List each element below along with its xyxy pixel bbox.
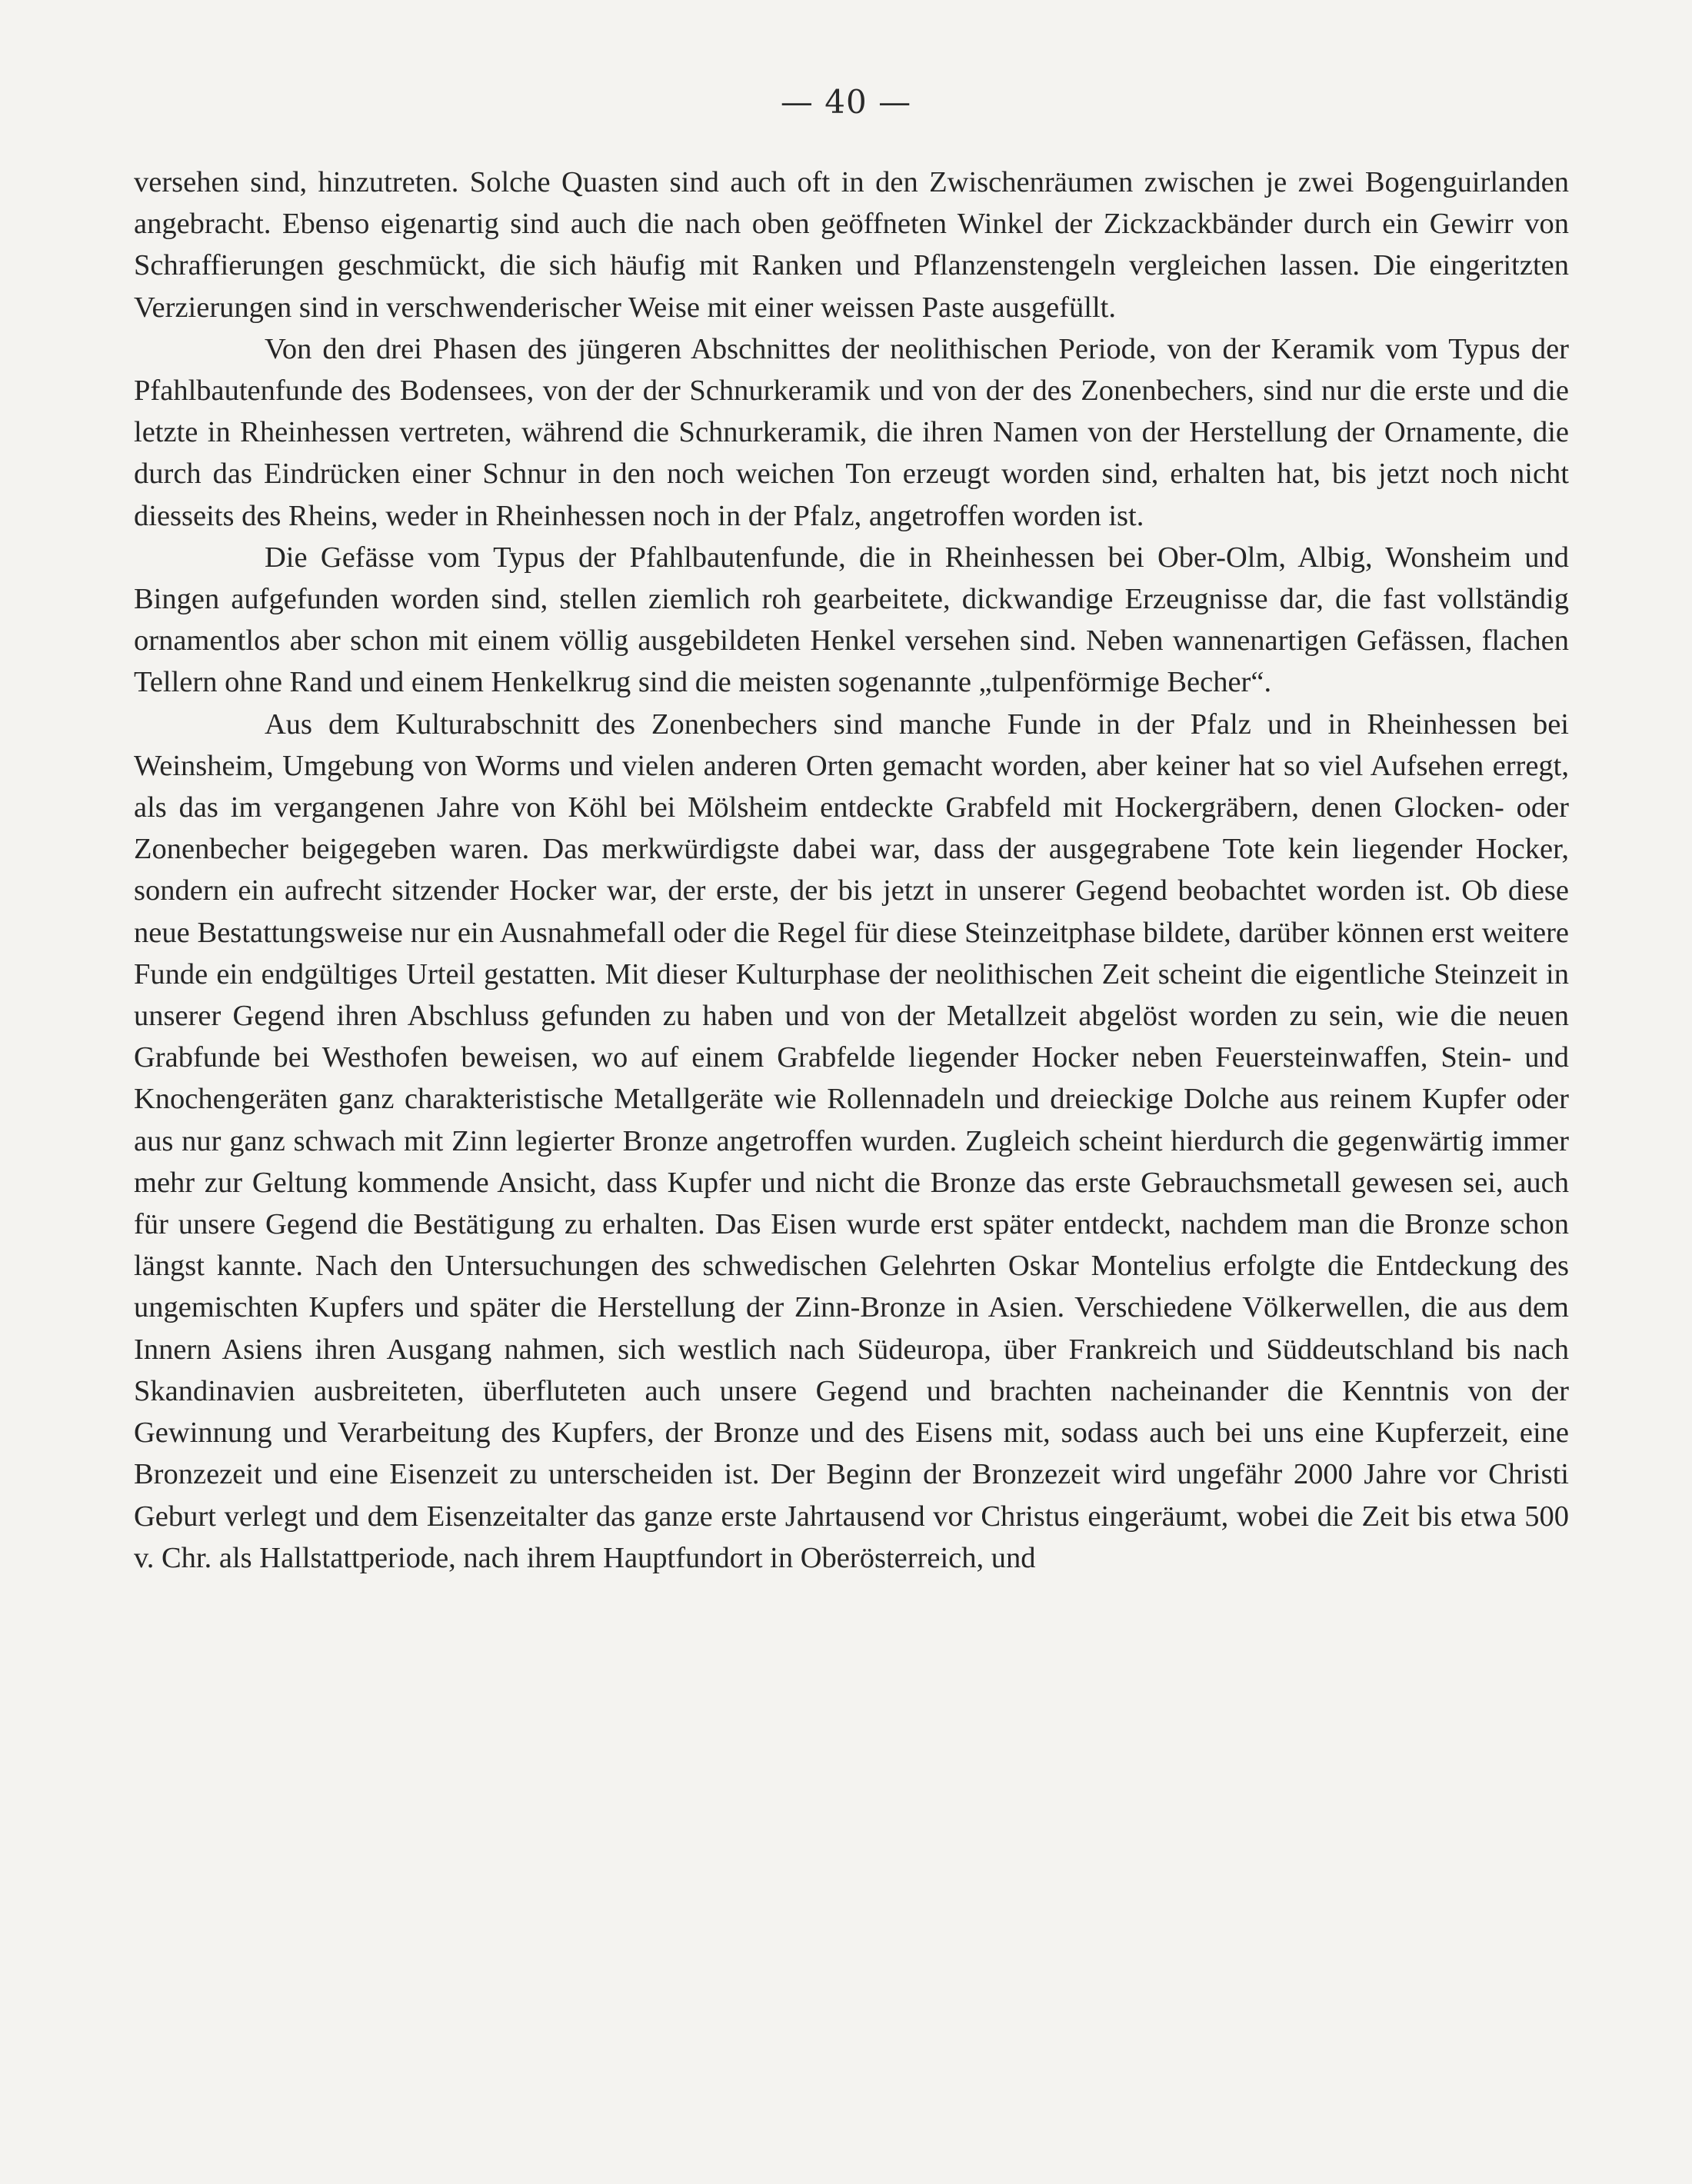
page-number: — 40 —: [780, 83, 912, 121]
paragraph-continuation: versehen sind, hinzutreten. Solche Quasten sind auch oft in den Zwischenräumen zwischen je zwei Bogenguirlanden angebracht. Ebenso eigenartig sind auch die nach oben geöffneten Winkel der Zickzackbänder durch ein Gewirr von Schraffierungen geschmückt, die sich häufig mit Ranken und Pflanzenstengeln vergleichen lassen. Die eingeritzten Verzierungen sind in verschwenderischer Weise mit einer weissen Paste ausgefüllt.: [134, 166, 1569, 324]
paragraph-zonenbecher-metal-age: Aus dem Kulturabschnitt des Zonenbechers sind manche Funde in der Pfalz und in Rheinhessen bei Weinsheim, Umgebung von Worms und vielen anderen Orten gemacht worden, aber keiner hat so viel Aufsehen erregt, als das im vergangenen Jahre von Köhl bei Mölsheim entdeckte Grabfeld mit Hockergräbern, denen Glocken- oder Zonenbecher beigegeben waren. Das merkwürdigste dabei war, dass der ausgegrabene Tote kein liegender Hocker, sondern ein aufrecht sitzender Hocker war, der erste, der bis jetzt in unserer Gegend beobachtet worden ist. Ob diese neue Bestattungsweise nur ein Ausnahmefall oder die Regel für diese Steinzeitphase bildete, darüber können erst weitere Funde ein endgültiges Urteil gestatten. Mit dieser Kulturphase der neolithischen Zeit scheint die eigentliche Steinzeit in unserer Gegend ihren Abschluss gefunden zu haben und von der Metallzeit abgelöst worden zu sein, wie die neuen Grabfunde bei Westhofen beweisen, wo auf einem Grabfelde liegender Hocker neben Feuersteinwaffen, Stein- und Knochengeräten ganz charakteristische Metallgeräte wie Rollennadeln und dreieckige Dolche aus reinem Kupfer oder aus nur ganz schwach mit Zinn legierter Bronze angetroffen wurden. Zugleich scheint hierdurch die gegenwärtig immer mehr zur Geltung kommende Ansicht, dass Kupfer und nicht die Bronze das erste Gebrauchsmetall gewesen sei, auch für unsere Gegend die Bestätigung zu erhalten. Das Eisen wurde erst später entdeckt, nachdem man die Bronze schon längst kannte. Nach den Untersuchungen des schwedischen Gelehrten Oskar Montelius erfolgte die Entdeckung des ungemischten Kupfers und später die Herstellung der Zinn-Bronze in Asien. Verschiedene Völkerwellen, die aus dem Innern Asiens ihren Ausgang nahmen, sich westlich nach Südeuropa, über Frankreich und Süddeutschland bis nach Skandinavien ausbreiteten, überfluteten auch unsere Gegend und brachten nacheinander die Kenntnis von der Gewinnung und Verarbeitung des Kupfers, der Bronze und des Eisens mit, sodass auch bei uns eine Kupferzeit, eine Bronzezeit und eine Eisenzeit zu unterscheiden ist. Der Beginn der Bronzezeit wird ungefähr 2000 Jahre vor Christi Geburt verlegt und dem Eisenzeitalter das ganze erste Jahrtausend vor Christus eingeräumt, wobei die Zeit bis etwa 500 v. Chr. als Hallstattperiode, nach ihrem Hauptfundort in Oberösterreich, und: [134, 707, 1569, 1574]
paragraph-neolithic-phases: Von den drei Phasen des jüngeren Abschnittes der neolithischen Periode, von der Keramik vom Typus der Pfahlbautenfunde des Bodensees, von der der Schnurkeramik und von der des Zonenbechers, sind nur die erste und die letzte in Rheinhessen vertreten, während die Schnurkeramik, die ihren Namen von der Herstellung der Ornamente, die durch das Eindrücken einer Schnur in den noch weichen Ton erzeugt worden sind, erhalten hat, bis jetzt noch nicht diesseits des Rheins, weder in Rheinhessen noch in der Pfalz, angetroffen worden ist.: [134, 332, 1569, 532]
paragraph-pfahlbauten-vessels: Die Gefässe vom Typus der Pfahlbautenfunde, die in Rheinhessen bei Ober-Olm, Albig, Wonsheim und Bingen aufgefunden worden sind, stellen ziemlich roh gearbeitete, dickwandige Erzeugnisse dar, die fast vollständig ornamentlos aber schon mit einem völlig ausgebildeten Henkel versehen sind. Neben wannenartigen Gefässen, flachen Tellern ohne Rand und einem Henkelkrug sind die meisten sogenannte „tulpenförmige Becher“.: [134, 541, 1569, 699]
body-text: [134, 161, 1569, 1579]
